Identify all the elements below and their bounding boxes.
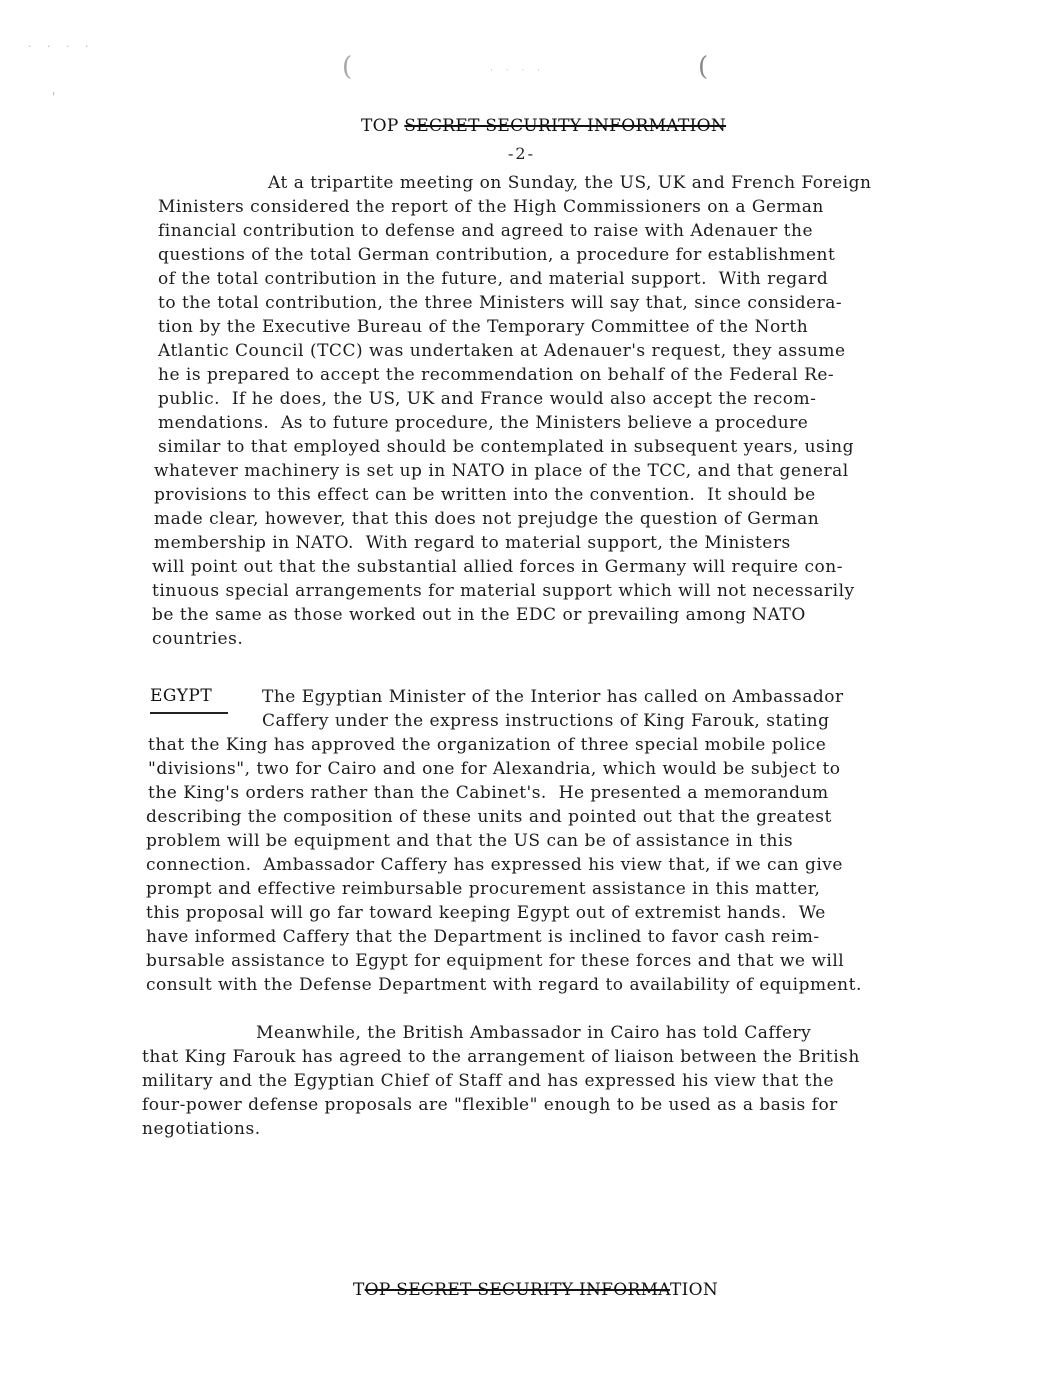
paragraph-line: public. If he does, the US, UK and France would also accept the recom- (158, 389, 817, 409)
scan-artifact: ( (698, 52, 709, 82)
scan-artifact: · · · · (490, 66, 546, 76)
paragraph-line: bursable assistance to Egypt for equipment for these forces and that we will (146, 951, 845, 971)
paragraph-line: this proposal will go far toward keeping Egypt out of extremist hands. We (146, 903, 826, 923)
paragraph-line: negotiations. (142, 1119, 261, 1139)
paragraph-line: whatever machinery is set up in NATO in place of the TCC, and that general (154, 461, 849, 481)
paragraph-line: Meanwhile, the British Ambassador in Cairo has told Caffery (256, 1023, 812, 1043)
paragraph-line: will point out that the substantial allied forces in Germany will require con- (152, 557, 843, 577)
paragraph-line: mendations. As to future procedure, the Ministers believe a procedure (158, 413, 809, 433)
classification-footer-struck: OP SECRET SECURITY INFORMA (364, 1280, 670, 1300)
classification-header-bottom (14, 1280, 1043, 1300)
paragraph-line: similar to that employed should be contemplated in subsequent years, using (158, 437, 855, 457)
paragraph-line: tinuous special arrangements for material support which will not necessarily (152, 581, 855, 601)
paragraph-line: The Egyptian Minister of the Interior has called on Ambassador (262, 687, 844, 707)
paragraph-line: countries. (152, 629, 244, 649)
paragraph-line: the King's orders rather than the Cabinet's. He presented a memorandum (148, 783, 829, 803)
paragraph-line: tion by the Executive Bureau of the Temporary Committee of the North (158, 317, 809, 337)
paragraph-line: membership in NATO. With regard to material support, the Ministers (154, 533, 791, 553)
page-number: -2- (508, 144, 535, 163)
paragraph-line: provisions to this effect can be written into the convention. It should be (154, 485, 816, 505)
paragraph-line: Caffery under the express instructions of King Farouk, stating (262, 711, 830, 731)
scan-artifact: ( (342, 52, 353, 82)
classification-header-top (22, 116, 1043, 136)
paragraph-line: military and the Egyptian Chief of Staff and has expressed his view that the (142, 1071, 835, 1091)
paragraph-line: be the same as those worked out in the EDC or prevailing among NATO (152, 605, 806, 625)
paragraph-line: At a tripartite meeting on Sunday, the US, UK and French Foreign (268, 173, 872, 193)
paragraph-line: have informed Caffery that the Department is inclined to favor cash reim- (146, 927, 820, 947)
paragraph-line: that King Farouk has agreed to the arrangement of liaison between the British (142, 1047, 860, 1067)
paragraph-line: prompt and effective reimbursable procurement assistance in this matter, (146, 879, 821, 899)
classification-footer-lead: T (352, 1280, 365, 1300)
section-label-egypt: EGYPT (150, 686, 213, 706)
paragraph-line: financial contribution to defense and agreed to raise with Adenauer the (158, 221, 814, 241)
paragraph-line: consult with the Defense Department with regard to availability of equipment. (146, 975, 862, 995)
paragraph-line: problem will be equipment and that the US can be of assistance in this (146, 831, 794, 851)
paragraph-line: questions of the total German contribution, a procedure for establishment (158, 245, 836, 265)
paragraph-line: Ministers considered the report of the High Commissioners on a German (158, 197, 824, 217)
scan-artifact: ' (52, 90, 56, 104)
paragraph-line: he is prepared to accept the recommendation on behalf of the Federal Re- (158, 365, 835, 385)
classification-header-top-struck: SECRET SECURITY INFORMATION (404, 116, 727, 136)
paragraph-line: connection. Ambassador Caffery has expressed his view that, if we can give (146, 855, 843, 875)
section-underline (150, 712, 228, 714)
paragraph-line: Atlantic Council (TCC) was undertaken at Adenauer's request, they assume (158, 341, 846, 361)
classification-header-top-lead: TOP (360, 116, 399, 136)
paragraph-line: describing the composition of these units and pointed out that the greatest (146, 807, 832, 827)
paragraph-line: that the King has approved the organization of three special mobile police (148, 735, 827, 755)
paragraph-line: to the total contribution, the three Ministers will say that, since considera- (158, 293, 843, 313)
scan-artifact: · · · · (28, 40, 95, 53)
paragraph-line: four-power defense proposals are "flexible" enough to be used as a basis for (142, 1095, 838, 1115)
paragraph-line: made clear, however, that this does not prejudge the question of German (154, 509, 820, 529)
classification-footer-tail: TION (669, 1280, 719, 1300)
paragraph-line: of the total contribution in the future, and material support. With regard (158, 269, 829, 289)
paragraph-line: "divisions", two for Cairo and one for Alexandria, which would be subject to (148, 759, 841, 779)
